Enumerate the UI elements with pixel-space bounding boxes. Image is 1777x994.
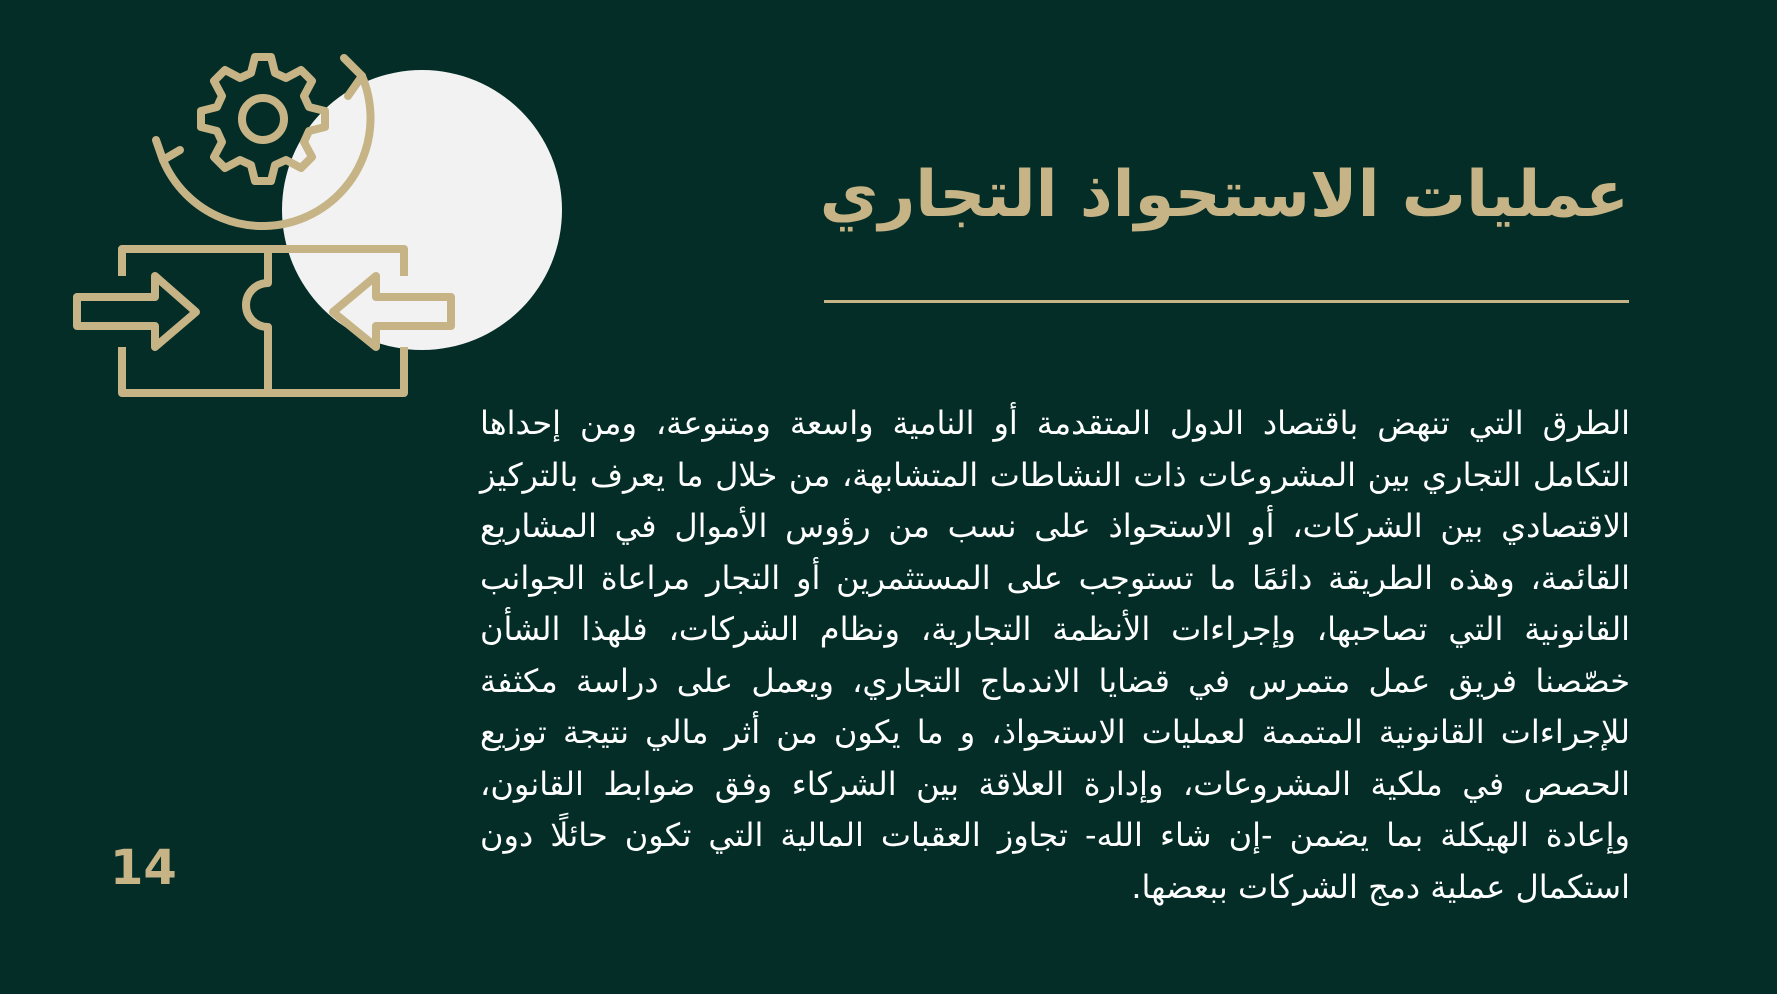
- body-paragraph: الطرق التي تنهض باقتصاد الدول المتقدمة أو النامية واسعة ومتنوعة، ومن إحداها التكامل التجاري بين المشروعات ذات النشاطات المتشابهة، من خلال ما يعرف بالتركيز الاقتصادي بين الشركات، أو الاستحواذ على نسب من رؤوس الأموال في المشاريع القائمة، وهذه الطريقة دائمًا ما تستوجب على المستثمرين أو التجار مراعاة الجوانب القانونية التي تصاحبها، وإجراءات الأنظمة التجارية، ونظام الشركات، فلهذا الشأن خصّصنا فريق عمل متمرس في قضايا الاندماج التجاري، ويعمل على دراسة مكثفة للإجراءات القانونية المتممة لعمليات الاستحواذ، و ما يكون من أثر مالي نتيجة توزيع الحصص في ملكية المشروعات، وإدارة العلاقة بين الشركاء وفق ضوابط القانون، وإعادة الهيكلة بما يضمن -إن شاء الله- تجاوز العقبات المالية التي تكون حائلًا دون استكمال عملية دمج الشركات ببعضها.: [480, 404, 1630, 906]
- slide-title: عمليات الاستحواذ التجاري: [819, 158, 1629, 232]
- decoration-graphic: [0, 0, 600, 420]
- page-number: 14: [110, 840, 177, 896]
- title-divider: [824, 300, 1629, 303]
